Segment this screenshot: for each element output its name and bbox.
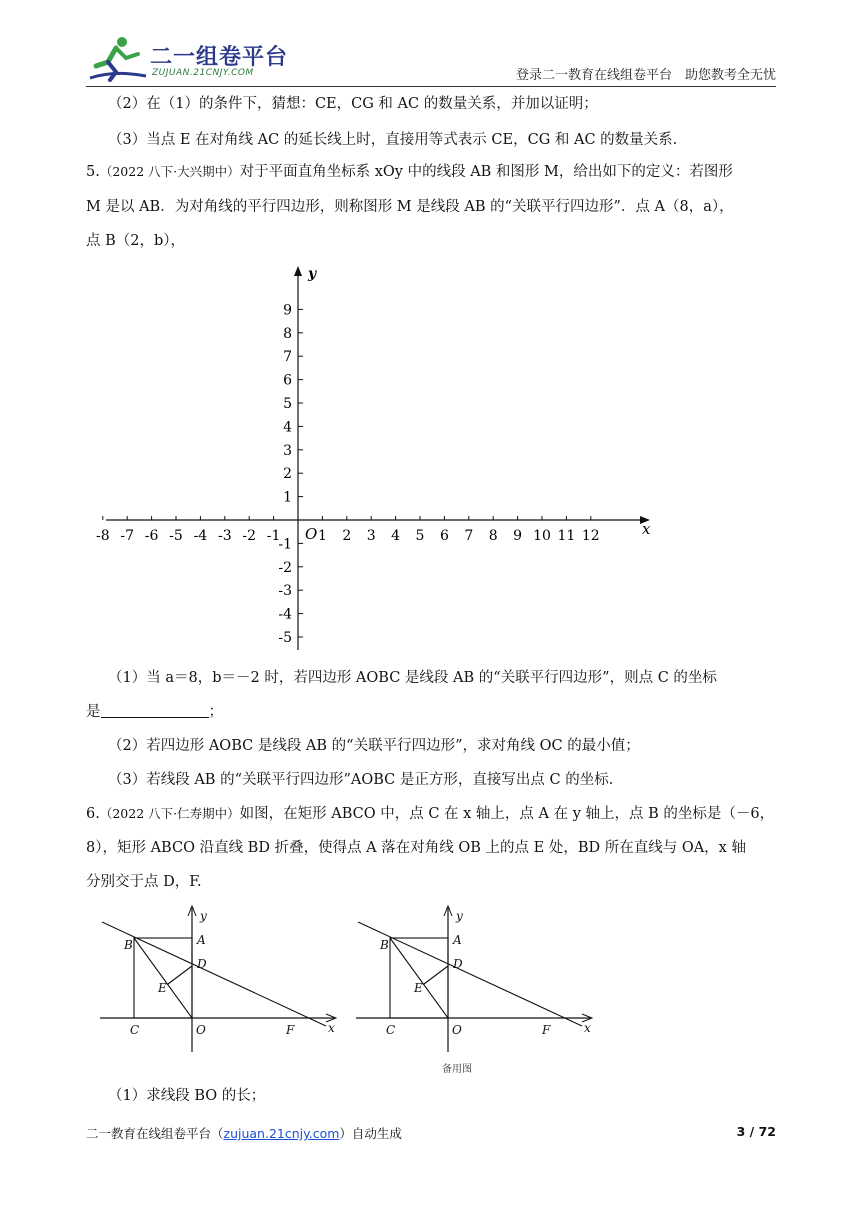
page-number: 3 / 72 bbox=[736, 1124, 776, 1139]
q6-figure-backup bbox=[356, 904, 596, 1080]
footer-source bbox=[86, 1124, 402, 1142]
y-tick-label: -5 bbox=[278, 630, 292, 646]
q6-number: 6. bbox=[86, 806, 100, 822]
y-tick-label: 9 bbox=[283, 302, 292, 319]
y-tick-label: 7 bbox=[283, 349, 292, 366]
footer-prefix: 二一教育在线组卷平台（ bbox=[86, 1126, 224, 1141]
y-tick-label: 6 bbox=[283, 372, 292, 389]
q5-part1-prefix: 是 bbox=[86, 704, 101, 720]
q6-stem-line2: 8），矩形 ABCO 沿直线 BD 折叠，使得点 A 落在对角线 OB 上的点 E 处，BD 所在直线与 OA，x 轴 bbox=[86, 840, 746, 856]
q5-stem-line3: 点 B（2，b）， bbox=[86, 233, 186, 249]
q5-stem-line2: M 是以 AB．为对角线的平行四边形，则称图形 M 是线段 AB 的“关联平行四边形”．点 A（8，a）， bbox=[86, 199, 734, 215]
q4-part2: （2）在（1）的条件下，猜想：CE，CG 和 AC 的数量关系，并加以证明； bbox=[108, 96, 598, 112]
label-y: y bbox=[200, 909, 207, 923]
x-tick-label: 3 bbox=[366, 528, 376, 544]
y-tick-label: 5 bbox=[283, 396, 292, 412]
q5-number: 5. bbox=[86, 164, 100, 180]
y-tick-label: -4 bbox=[278, 606, 292, 623]
q5-part2: （2）若四边形 AOBC 是线段 AB 的“关联平行四边形”，求对角线 OC 的最小值； bbox=[108, 738, 640, 754]
x-tick-label: 9 bbox=[513, 528, 523, 544]
label-D: D bbox=[453, 957, 463, 971]
x-tick-label: 4 bbox=[391, 528, 401, 544]
x-tick-label: 1 bbox=[317, 528, 327, 544]
y-tick-label: -2 bbox=[278, 559, 292, 576]
header-slogan: 登录二一教育在线组卷平台 助您教考全无忧 bbox=[515, 68, 776, 83]
footer-suffix: ）自动生成 bbox=[339, 1126, 402, 1141]
label-D: D bbox=[197, 957, 207, 971]
x-tick-label: 10 bbox=[533, 528, 551, 544]
x-tick-label: -6 bbox=[144, 528, 159, 544]
x-tick-label: 6 bbox=[439, 528, 449, 544]
answer-blank[interactable] bbox=[101, 704, 209, 718]
q5-part3: （3）若线段 AB 的“关联平行四边形”AOBC 是正方形，直接写出点 C 的坐标. bbox=[108, 772, 614, 788]
x-tick-label: 5 bbox=[415, 528, 425, 544]
q6-figure-main bbox=[100, 904, 340, 1054]
x-tick-label: 12 bbox=[581, 528, 600, 544]
y-tick-label: -1 bbox=[278, 536, 292, 553]
q6-source: （2022 八下·仁寿期中） bbox=[99, 806, 240, 821]
label-B: B bbox=[380, 938, 389, 952]
label-B: B bbox=[124, 938, 133, 952]
footer-link[interactable]: zujuan.21cnjy.com bbox=[223, 1126, 340, 1141]
runner-logo-icon bbox=[86, 34, 150, 82]
label-y: y bbox=[456, 909, 463, 923]
label-C: C bbox=[130, 1023, 140, 1037]
q6-part1: （1）求线段 BO 的长； bbox=[108, 1088, 266, 1104]
label-C: C bbox=[386, 1023, 396, 1037]
x-tick-label: -5 bbox=[169, 528, 183, 544]
x-tick-label: 7 bbox=[464, 528, 474, 544]
y-ticks bbox=[278, 302, 303, 646]
y-tick-label: 1 bbox=[283, 489, 292, 506]
q6-stem-line3: 分别交于点 D，F. bbox=[86, 874, 202, 890]
q5-text-line1: 对于平面直角坐标系 xOy 中的线段 AB 和图形 M，给出如下的定义：若图形 bbox=[239, 164, 733, 180]
label-x: x bbox=[328, 1021, 335, 1035]
q5-coordinate-grid bbox=[95, 262, 660, 654]
x-tick-label: -3 bbox=[217, 528, 232, 544]
x-tick-label: 11 bbox=[557, 528, 576, 544]
x-tick-label: -7 bbox=[120, 528, 135, 544]
y-axis-arrow-icon bbox=[294, 266, 302, 276]
q5-stem-line1 bbox=[86, 162, 776, 182]
label-E: E bbox=[158, 981, 167, 995]
page-header bbox=[86, 30, 776, 88]
y-tick-label: 8 bbox=[283, 325, 292, 342]
x-tick-label: -1 bbox=[266, 528, 281, 544]
y-axis-label: y bbox=[308, 266, 317, 282]
y-tick-label: 3 bbox=[283, 442, 292, 459]
label-A: A bbox=[453, 933, 462, 947]
origin-label: O bbox=[305, 525, 318, 543]
header-divider bbox=[86, 86, 776, 87]
x-tick-label: 2 bbox=[342, 528, 352, 544]
label-A: A bbox=[197, 933, 206, 947]
y-tick-label: 2 bbox=[283, 466, 292, 483]
label-E: E bbox=[414, 981, 423, 995]
x-axis-label: x bbox=[642, 520, 651, 538]
q5-source: （2022 八下·大兴期中） bbox=[99, 164, 240, 179]
x-tick-label: -4 bbox=[193, 528, 208, 544]
label-F: F bbox=[286, 1023, 295, 1037]
label-O: O bbox=[196, 1023, 206, 1037]
label-O: O bbox=[452, 1023, 462, 1037]
q6-stem-line1 bbox=[86, 804, 776, 824]
x-tick-label: -2 bbox=[242, 528, 257, 544]
label-F: F bbox=[542, 1023, 551, 1037]
q5-part1-line1: （1）当 a＝8，b＝－2 时，若四边形 AOBC 是线段 AB 的“关联平行四边形”，则点 C 的坐标 bbox=[108, 670, 717, 686]
y-tick-label: -3 bbox=[278, 583, 292, 600]
label-x: x bbox=[584, 1021, 591, 1035]
logo-text: 二一组卷平台 bbox=[150, 45, 289, 70]
page-footer bbox=[86, 1124, 776, 1144]
q4-part3: （3）当点 E 在对角线 AC 的延长线上时，直接用等式表示 CE，CG 和 AC 的数量关系. bbox=[108, 132, 678, 148]
q6-text-line1: 如图，在矩形 ABCO 中，点 C 在 x 轴上，点 A 在 y 轴上，点 B 的坐标是（－6， bbox=[239, 806, 775, 822]
x-tick-label: 8 bbox=[488, 528, 498, 544]
q5-part1-line2 bbox=[86, 702, 776, 722]
y-tick-label: 4 bbox=[283, 419, 292, 436]
x-tick-label: -8 bbox=[95, 528, 110, 544]
q5-part1-suffix: ； bbox=[208, 704, 223, 720]
logo-subtitle: ZUJUAN.21CNJY.COM bbox=[152, 68, 254, 78]
backup-figure-caption: 备用图 bbox=[442, 1064, 472, 1075]
